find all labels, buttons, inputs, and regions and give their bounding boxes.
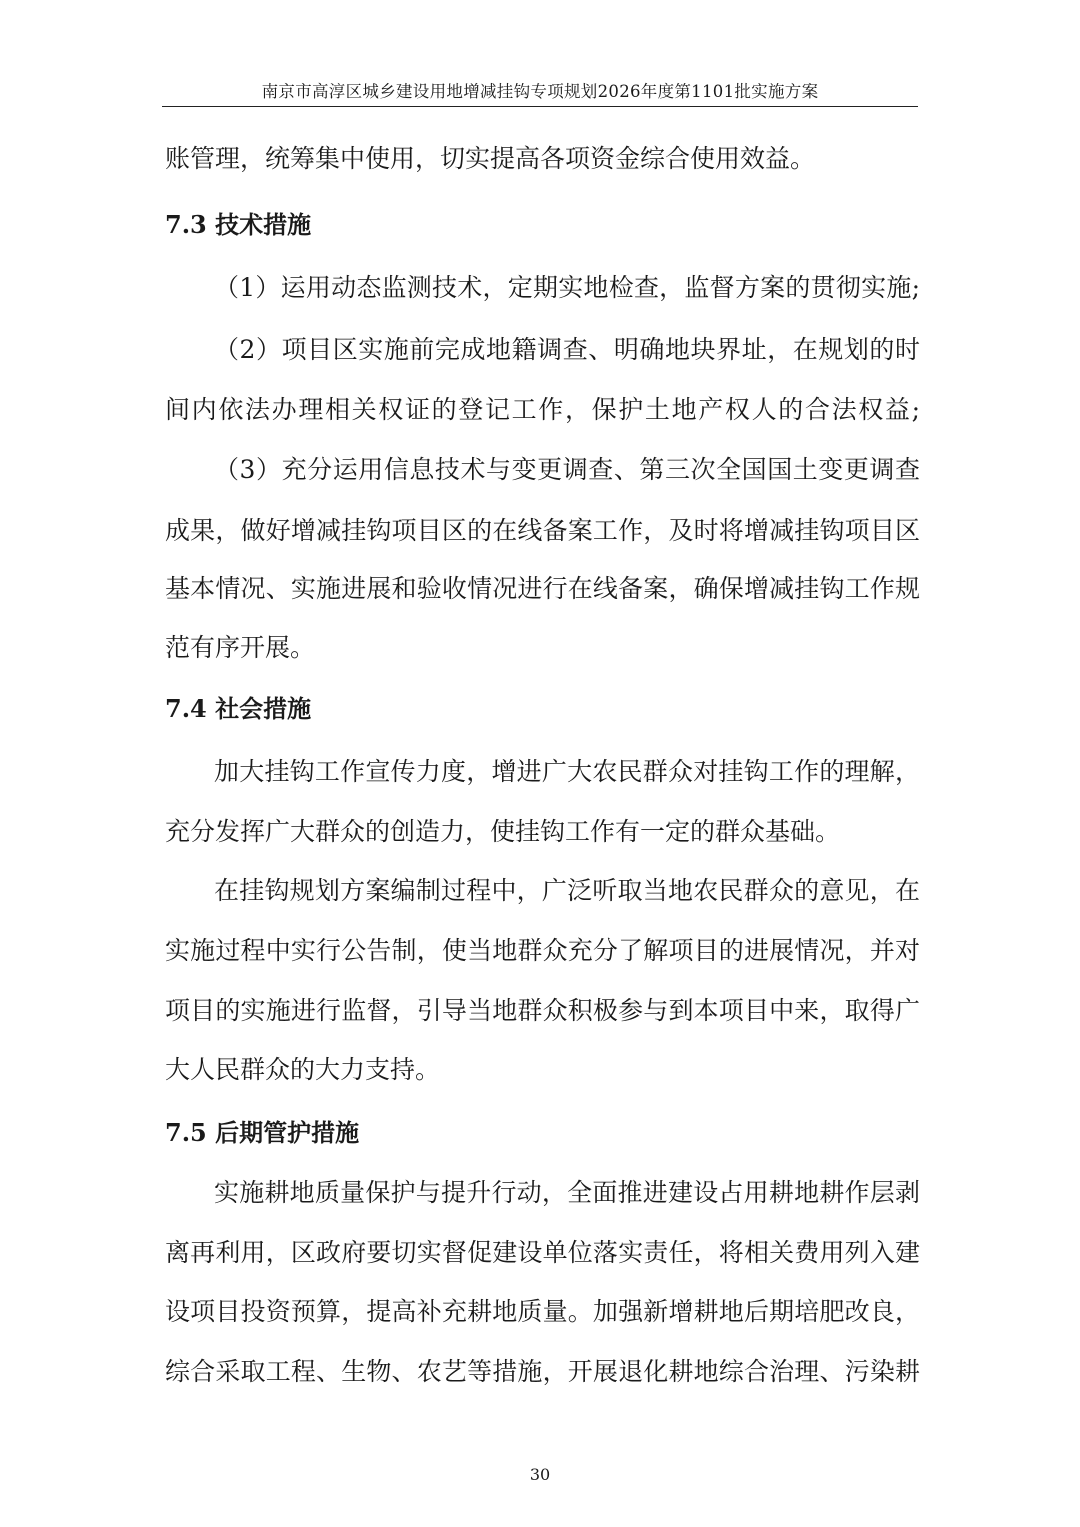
paragraph-line: 基本情况、实施进展和验收情况进行在线备案，确保增减挂钩工作规 [165, 574, 920, 603]
paragraph-line: 项目的实施进行监督，引导当地群众积极参与到本项目中来，取得广 [165, 996, 920, 1025]
section-heading-7-5: 7.5 后期管护措施 [165, 1118, 360, 1147]
running-header: 南京市高淳区城乡建设用地增减挂钩专项规划2026年度第1101批实施方案 [261, 82, 819, 101]
header-rule [162, 106, 918, 107]
paragraph-line: 离再利用，区政府要切实督促建设单位落实责任，将相关费用列入建 [165, 1238, 920, 1267]
paragraph-line: 综合采取工程、生物、农艺等措施，开展退化耕地综合治理、污染耕 [165, 1357, 920, 1386]
paragraph-line: 实施耕地质量保护与提升行动，全面推进建设占用耕地耕作层剥 [214, 1178, 920, 1207]
paragraph-line: 账管理，统筹集中使用，切实提高各项资金综合使用效益。 [165, 144, 816, 173]
paragraph-line: （3）充分运用信息技术与变更调查、第三次全国国土变更调查 [214, 455, 920, 484]
paragraph-line: （1）运用动态监测技术，定期实地检查，监督方案的贯彻实施; [214, 273, 920, 302]
paragraph-line: 加大挂钩工作宣传力度，增进广大农民群众对挂钩工作的理解， [214, 757, 920, 786]
paragraph-line: 成果，做好增减挂钩项目区的在线备案工作，及时将增减挂钩项目区 [165, 516, 920, 545]
page-number: 30 [529, 1465, 551, 1484]
paragraph-line: （2）项目区实施前完成地籍调查、明确地块界址，在规划的时 [214, 335, 920, 364]
paragraph-line: 设项目投资预算，提高补充耕地质量。加强新增耕地后期培肥改良， [165, 1297, 920, 1326]
section-heading-7-4: 7.4 社会措施 [165, 694, 312, 723]
paragraph-line: 间内依法办理相关权证的登记工作，保护土地产权人的合法权益; [165, 395, 920, 424]
section-heading-7-3: 7.3 技术措施 [165, 210, 312, 239]
paragraph-line: 范有序开展。 [165, 633, 316, 662]
paragraph-line: 大人民群众的大力支持。 [165, 1055, 441, 1084]
paragraph-line: 实施过程中实行公告制，使当地群众充分了解项目的进展情况，并对 [165, 936, 920, 965]
paragraph-line: 充分发挥广大群众的创造力，使挂钩工作有一定的群众基础。 [165, 817, 841, 846]
paragraph-line: 在挂钩规划方案编制过程中，广泛听取当地农民群众的意见，在 [214, 876, 920, 905]
